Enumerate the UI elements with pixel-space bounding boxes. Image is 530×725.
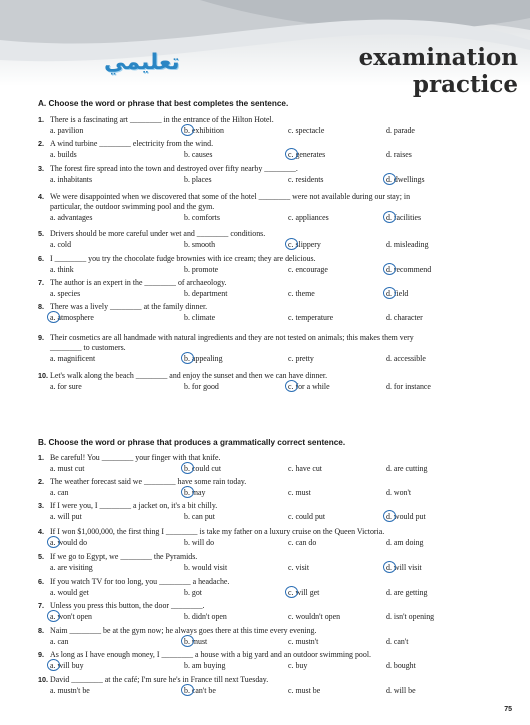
answer-options <box>38 126 508 136</box>
answer-option[interactable] <box>386 175 425 185</box>
answer-option[interactable] <box>50 588 89 598</box>
answer-option[interactable] <box>288 313 333 323</box>
answer-option-text: a. won't open <box>50 612 92 621</box>
answer-option-text: c. spectacle <box>288 126 325 135</box>
answer-option[interactable] <box>386 637 408 647</box>
question-number: 2. <box>38 477 44 486</box>
answer-option[interactable] <box>288 637 318 647</box>
question-stem <box>38 115 508 125</box>
answer-option-text: b. promote <box>184 265 219 274</box>
question-number: 4. <box>38 192 44 201</box>
question-text: If I won $1,000,000, the first thing I ________ is take my father on a luxury cruise on the Queen Victoria. <box>50 527 385 536</box>
answer-option[interactable] <box>288 126 324 136</box>
answer-option[interactable] <box>50 464 84 474</box>
question-text: Let's walk along the beach ________ and enjoy the sunset and then we can have dinner. <box>50 371 328 380</box>
answer-circle-mark <box>383 287 396 299</box>
answer-option[interactable] <box>386 126 415 136</box>
question-text: Be careful! You ________ your finger with that knife. <box>50 453 221 462</box>
answer-option[interactable] <box>50 240 71 250</box>
answer-option[interactable] <box>50 612 92 622</box>
answer-option[interactable] <box>184 354 223 364</box>
answer-option[interactable] <box>386 538 423 548</box>
answer-option[interactable] <box>288 289 315 299</box>
answer-option[interactable] <box>184 150 212 160</box>
question-number: 6. <box>38 254 44 263</box>
question-stem <box>38 577 508 587</box>
answer-option[interactable] <box>288 488 311 498</box>
answer-option-text: a. builds <box>50 150 77 159</box>
answer-option-text: a. atmosphere <box>50 313 94 322</box>
answer-option-text: b. climate <box>184 313 216 322</box>
answer-option-text: d. misleading <box>386 240 429 249</box>
question-stem <box>38 371 508 381</box>
answer-option-text: d. for instance <box>386 382 431 391</box>
answer-option-text: a. will put <box>50 512 82 521</box>
answer-option-text: d. character <box>386 313 423 322</box>
answer-option-text: c. slippery <box>288 240 321 249</box>
question-stem <box>38 254 508 264</box>
answer-option[interactable] <box>184 538 214 548</box>
answer-option[interactable] <box>184 686 216 696</box>
answer-circle-mark <box>181 352 194 364</box>
answer-circle-mark <box>181 124 194 136</box>
question-text: Naim ________ be at the gym now; he always goes there at this time every evening. <box>50 626 317 635</box>
answer-option-text: b. department <box>184 289 228 298</box>
answer-option-text: d. parade <box>386 126 415 135</box>
answer-option-text: a. cold <box>50 240 72 249</box>
answer-options <box>38 637 508 647</box>
answer-option-text: b. could cut <box>184 464 222 473</box>
answer-option[interactable] <box>50 265 74 275</box>
answer-option[interactable] <box>288 661 307 671</box>
section-a-heading: A. Choose the word or phrase that best completes the sentence. <box>38 99 289 108</box>
question-stem <box>38 302 508 312</box>
answer-option-text: b. am buying <box>184 661 226 670</box>
question-number: 7. <box>38 278 44 287</box>
question-number: 1. <box>38 453 44 462</box>
answer-option-text: a. think <box>50 265 74 274</box>
answer-option[interactable] <box>288 213 329 223</box>
question-number: 5. <box>38 229 44 238</box>
page-number: 75 <box>504 706 512 713</box>
answer-option[interactable] <box>184 175 212 185</box>
question-stem <box>38 164 508 174</box>
question-text: The forest fire spread into the town and destroyed over fifty nearby ________. <box>50 164 298 173</box>
question-item <box>38 577 508 598</box>
answer-option-text: c. buy <box>288 661 308 670</box>
question-number: 4. <box>38 527 44 536</box>
question-stem <box>38 139 508 149</box>
answer-options <box>38 661 508 671</box>
question-stem <box>38 650 508 660</box>
answer-option[interactable] <box>288 612 340 622</box>
answer-option-text: c. can do <box>288 538 317 547</box>
answer-option-text: a. mustn't be <box>50 686 90 695</box>
question-text: If we go to Egypt, we ________ the Pyramids. <box>50 552 198 561</box>
answer-option-text: c. generates <box>288 150 326 159</box>
question-number: 1. <box>38 115 44 124</box>
question-text: Unless you press this button, the door ________. <box>50 601 205 610</box>
answer-option-text: a. must cut <box>50 464 85 473</box>
answer-option-text: b. can't be <box>184 686 216 695</box>
question-stem <box>38 626 508 636</box>
question-item <box>38 527 508 548</box>
answer-option-text: a. would get <box>50 588 89 597</box>
answer-options <box>38 313 508 323</box>
question-item <box>38 601 508 622</box>
answer-circle-mark <box>181 635 194 647</box>
question-stem <box>38 675 508 685</box>
answer-option-text: b. can put <box>184 512 215 521</box>
answer-option[interactable] <box>184 382 219 392</box>
answer-option-text: d. recommend <box>386 265 432 274</box>
answer-option[interactable] <box>184 126 224 136</box>
answer-option[interactable] <box>184 488 205 498</box>
question-item <box>38 675 508 696</box>
answer-option-text: b. places <box>184 175 212 184</box>
answer-option-text: a. can <box>50 488 69 497</box>
answer-options <box>38 512 508 522</box>
answer-option-text: b. appealing <box>184 354 223 363</box>
question-item <box>38 139 508 160</box>
answer-option[interactable] <box>50 382 82 392</box>
question-text: The author is an expert in the ________ of archaeology. <box>50 278 227 287</box>
answer-option[interactable] <box>386 563 422 573</box>
answer-circle-mark <box>181 462 194 474</box>
question-text: David ________ at the café; I'm sure he's in France till next Tuesday. <box>50 675 269 684</box>
question-number: 2. <box>38 139 44 148</box>
answer-circle-mark <box>285 586 298 598</box>
answer-option-text: c. must be <box>288 686 321 695</box>
question-item <box>38 192 508 223</box>
answer-option-text: a. can <box>50 637 69 646</box>
question-number: 8. <box>38 626 44 635</box>
answer-option[interactable] <box>386 265 431 275</box>
answer-option[interactable] <box>386 289 408 299</box>
question-item <box>38 254 508 275</box>
answer-option[interactable] <box>50 175 92 185</box>
answer-option[interactable] <box>50 150 77 160</box>
answer-option-text: c. encourage <box>288 265 328 274</box>
answer-options <box>38 213 508 223</box>
answer-options <box>38 538 508 548</box>
answer-option-text: c. wouldn't open <box>288 612 341 621</box>
answer-option-text: d. won't <box>386 488 412 497</box>
answer-option-text: b. got <box>184 588 202 597</box>
answer-option-text: a. would do <box>50 538 88 547</box>
answer-option-text: b. must <box>184 637 208 646</box>
question-stem <box>38 333 508 343</box>
answer-options <box>38 382 508 392</box>
answer-option[interactable] <box>288 538 316 548</box>
question-number: 5. <box>38 552 44 561</box>
question-item <box>38 453 508 474</box>
answer-option-text: c. must <box>288 488 311 497</box>
question-item <box>38 333 508 364</box>
answer-circle-mark <box>383 263 396 275</box>
answer-option[interactable] <box>288 240 321 250</box>
answer-option[interactable] <box>50 313 94 323</box>
answer-option-text: c. theme <box>288 289 315 298</box>
answer-option[interactable] <box>288 464 322 474</box>
answer-option[interactable] <box>386 588 427 598</box>
answer-option-text: b. would visit <box>184 563 228 572</box>
answer-option-text: c. appliances <box>288 213 329 222</box>
answer-circle-mark <box>47 610 60 622</box>
question-text: The weather forecast said we ________ have some rain today. <box>50 477 247 486</box>
answer-circle-mark <box>47 536 60 548</box>
question-text: As long as I have enough money, I ________ a house with a big yard and an outdoor swimming pool. <box>50 650 371 659</box>
answer-option[interactable] <box>50 661 84 671</box>
answer-option[interactable] <box>288 150 325 160</box>
answer-option-text: a. advantages <box>50 213 93 222</box>
answer-option[interactable] <box>50 512 82 522</box>
answer-options <box>38 488 508 498</box>
answer-option-text: c. pretty <box>288 354 314 363</box>
answer-option[interactable] <box>386 150 412 160</box>
answer-option-text: d. are cutting <box>386 464 428 473</box>
answer-option[interactable] <box>288 563 309 573</box>
answer-circle-mark <box>285 238 298 250</box>
site-logo <box>104 46 200 80</box>
answer-option-text: d. raises <box>386 150 412 159</box>
question-text: There was a lively ________ at the family dinner. <box>50 302 208 311</box>
question-text: Their cosmetics are all handmade with natural ingredients and they are not tested on animals; this makes them very <box>50 333 414 342</box>
answer-option[interactable] <box>184 661 225 671</box>
answer-option[interactable] <box>288 382 330 392</box>
answer-option[interactable] <box>386 661 416 671</box>
question-item <box>38 650 508 671</box>
answer-option[interactable] <box>184 512 215 522</box>
answer-option[interactable] <box>184 313 215 323</box>
answer-option[interactable] <box>386 313 423 323</box>
answer-circle-mark <box>383 561 396 573</box>
answer-option[interactable] <box>184 240 215 250</box>
answer-option-text: d. are getting <box>386 588 428 597</box>
answer-option[interactable] <box>386 488 411 498</box>
answer-option[interactable] <box>184 588 202 598</box>
question-number: 10. <box>38 675 48 684</box>
answer-circle-mark <box>47 659 60 671</box>
question-item <box>38 477 508 498</box>
answer-option[interactable] <box>50 126 83 136</box>
question-number: 10. <box>38 371 48 380</box>
answer-option-text: d. will visit <box>386 563 422 572</box>
question-stem <box>38 453 508 463</box>
answer-option[interactable] <box>184 612 227 622</box>
answer-option-text: c. could put <box>288 512 326 521</box>
answer-option-text: a. species <box>50 289 81 298</box>
answer-option[interactable] <box>386 213 421 223</box>
answer-options <box>38 686 508 696</box>
answer-option[interactable] <box>386 240 429 250</box>
answer-option[interactable] <box>386 464 427 474</box>
answer-options <box>38 464 508 474</box>
page-header <box>0 0 530 98</box>
answer-option[interactable] <box>50 538 87 548</box>
answer-options <box>38 563 508 573</box>
answer-option[interactable] <box>50 289 80 299</box>
answer-option-text: d. dwellings <box>386 175 425 184</box>
question-text-continued: particular, the outdoor swimming pool and the gym. <box>50 202 215 211</box>
question-item <box>38 302 508 323</box>
answer-option-text: c. will get <box>288 588 320 597</box>
question-item <box>38 164 508 185</box>
answer-option-text: d. am doing <box>386 538 424 547</box>
answer-options <box>38 150 508 160</box>
answer-option-text: a. magnificent <box>50 354 96 363</box>
answer-option[interactable] <box>288 265 328 275</box>
answer-option[interactable] <box>184 563 227 573</box>
answer-option-text: d. can't <box>386 637 409 646</box>
page-title: examination practice <box>358 44 518 98</box>
question-number: 3. <box>38 501 44 510</box>
answer-option-text: b. may <box>184 488 206 497</box>
answer-options <box>38 240 508 250</box>
answer-option-text: c. mustn't <box>288 637 319 646</box>
answer-option[interactable] <box>50 488 68 498</box>
question-text: I ________ you try the chocolate fudge brownies with ice cream; they are delicious. <box>50 254 316 263</box>
answer-options <box>38 265 508 275</box>
question-text: If I were you, I ________ a jacket on, it's a bit chilly. <box>50 501 218 510</box>
question-item <box>38 626 508 647</box>
question-stem <box>38 192 508 202</box>
answer-option[interactable] <box>50 637 68 647</box>
answer-option[interactable] <box>184 213 220 223</box>
answer-option[interactable] <box>184 289 227 299</box>
answer-circle-mark <box>383 173 396 185</box>
answer-option[interactable] <box>184 464 221 474</box>
answer-option-text: d. accessible <box>386 354 426 363</box>
answer-option[interactable] <box>386 354 426 364</box>
question-number: 6. <box>38 577 44 586</box>
answer-option-text: b. smooth <box>184 240 216 249</box>
answer-circle-mark <box>47 311 60 323</box>
answer-option-text: b. will do <box>184 538 215 547</box>
answer-option[interactable] <box>50 686 90 696</box>
answer-option-text: a. will buy <box>50 661 84 670</box>
answer-option-text: c. residents <box>288 175 324 184</box>
answer-option-text: c. temperature <box>288 313 334 322</box>
answer-option-text: b. comforts <box>184 213 220 222</box>
question-text: A wind turbine ________ electricity from the wind. <box>50 139 214 148</box>
question-item <box>38 115 508 136</box>
question-text: Drivers should be more careful under wet and ________ conditions. <box>50 229 266 238</box>
answer-option-text: a. pavilion <box>50 126 84 135</box>
answer-options <box>38 289 508 299</box>
question-text: There is a fascinating art ________ in the entrance of the Hilton Hotel. <box>50 115 274 124</box>
answer-circle-mark <box>383 211 396 223</box>
question-stem <box>38 229 508 239</box>
answer-option[interactable] <box>386 382 431 392</box>
answer-option-text: b. didn't open <box>184 612 227 621</box>
answer-option[interactable] <box>386 512 426 522</box>
answer-option[interactable] <box>386 686 416 696</box>
answer-option[interactable] <box>50 563 93 573</box>
answer-circle-mark <box>181 684 194 696</box>
answer-option-text: b. causes <box>184 150 213 159</box>
question-stem <box>38 501 508 511</box>
answer-option[interactable] <box>288 686 320 696</box>
answer-option[interactable] <box>288 588 319 598</box>
answer-option-text: a. for sure <box>50 382 82 391</box>
question-stem <box>38 278 508 288</box>
answer-option-text: c. have cut <box>288 464 322 473</box>
question-item <box>38 501 508 522</box>
answer-circle-mark <box>383 510 396 522</box>
answer-option-text: c. visit <box>288 563 310 572</box>
answer-option[interactable] <box>50 354 95 364</box>
answer-option-text: d. will be <box>386 686 416 695</box>
logo-text: تعليمي <box>104 50 180 75</box>
question-number: 7. <box>38 601 44 610</box>
answer-circle-mark <box>285 380 298 392</box>
question-stem <box>38 477 508 487</box>
question-item <box>38 371 508 392</box>
question-stem <box>38 601 508 611</box>
question-stem <box>38 527 508 537</box>
question-number: 8. <box>38 302 44 311</box>
question-number: 3. <box>38 164 44 173</box>
question-number: 9. <box>38 650 44 659</box>
question-number: 9. <box>38 333 44 342</box>
answer-option[interactable] <box>184 637 207 647</box>
answer-option[interactable] <box>50 213 93 223</box>
answer-option-text: b. for good <box>184 382 219 391</box>
answer-option[interactable] <box>288 354 314 364</box>
answer-option[interactable] <box>288 512 325 522</box>
answer-circle-mark <box>181 486 194 498</box>
answer-options <box>38 175 508 185</box>
answer-option-text: d. field <box>386 289 409 298</box>
question-item <box>38 278 508 299</box>
answer-option[interactable] <box>288 175 324 185</box>
answer-options <box>38 588 508 598</box>
answer-option-text: a. are visiting <box>50 563 93 572</box>
answer-option-text: d. bought <box>386 661 416 670</box>
question-text: We were disappointed when we discovered that some of the hotel ________ were not available during our stay; in <box>50 192 411 201</box>
question-text: If you watch TV for too long, you ________ a headache. <box>50 577 230 586</box>
answer-option-text: c. for a while <box>288 382 330 391</box>
answer-option-text: d. isn't opening <box>386 612 435 621</box>
question-item <box>38 229 508 250</box>
answer-circle-mark <box>285 148 298 160</box>
question-stem <box>38 552 508 562</box>
section-b-heading: B. Choose the word or phrase that produces a grammatically correct sentence. <box>38 438 346 447</box>
answer-options <box>38 354 508 364</box>
answer-option-text: d. facilities <box>386 213 422 222</box>
answer-option-text: a. inhabitants <box>50 175 93 184</box>
answer-options <box>38 612 508 622</box>
answer-option[interactable] <box>386 612 434 622</box>
answer-option-text: b. exhibition <box>184 126 224 135</box>
question-text-continued: ________ to customers. <box>50 343 126 352</box>
answer-option-text: d. would put <box>386 512 426 521</box>
answer-option[interactable] <box>184 265 218 275</box>
question-item <box>38 552 508 573</box>
